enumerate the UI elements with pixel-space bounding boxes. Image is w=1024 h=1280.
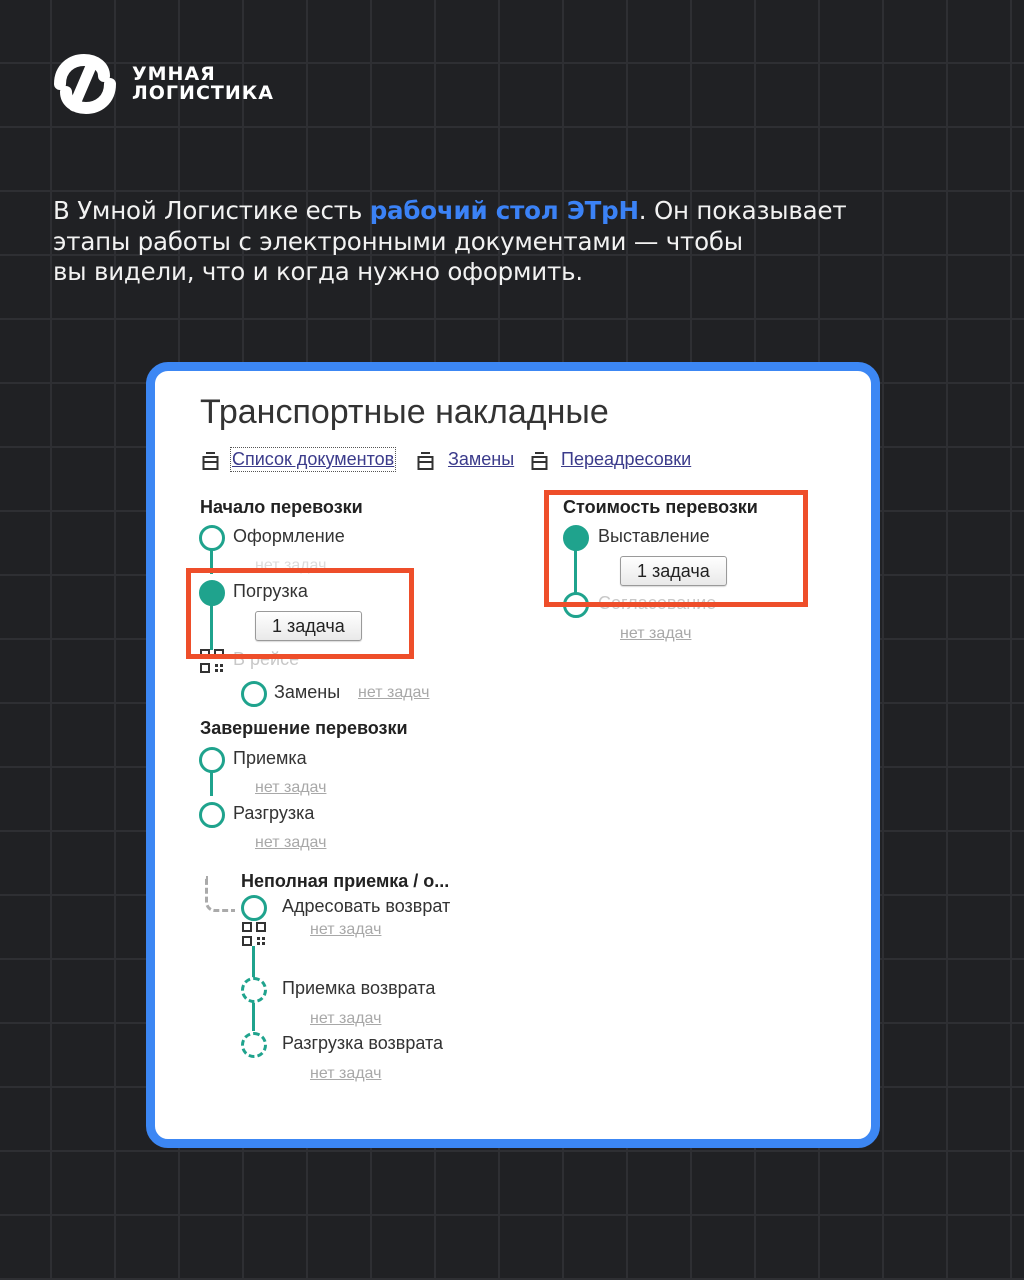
stage-status-icon xyxy=(199,802,225,828)
stage-replacements[interactable]: Замены xyxy=(274,682,341,702)
branch-connector xyxy=(205,876,235,912)
etrn-desktop-card xyxy=(146,362,880,1148)
no-tasks-link[interactable]: нет задач xyxy=(255,557,327,574)
stage-status-icon xyxy=(241,895,267,921)
no-tasks-link[interactable]: нет задач xyxy=(310,921,382,938)
brand-name xyxy=(132,65,274,103)
stage-address-return[interactable]: Адресовать возврат xyxy=(282,896,451,916)
stage-approval[interactable]: Согласование xyxy=(598,593,717,613)
brand-line-1: УМНАЯ xyxy=(132,63,216,85)
intro-line-3: вы видели, что и когда нужно оформить. xyxy=(53,257,583,286)
stage-in-transit[interactable]: В рейсе xyxy=(233,649,300,669)
no-tasks-link[interactable]: нет задач xyxy=(620,625,692,642)
tray-icon xyxy=(417,449,434,471)
nav-link-documents[interactable]: Список документов xyxy=(232,449,395,469)
intro-text xyxy=(53,196,933,288)
page-title: Транспортные накладные xyxy=(200,393,609,431)
stage-invoicing[interactable]: Выставление xyxy=(598,526,710,546)
tray-icon xyxy=(202,449,219,471)
section-finish-title: Завершение перевозки xyxy=(200,718,408,738)
stage-pending-icon xyxy=(241,1032,267,1058)
brand-line-2: ЛОГИСТИКА xyxy=(132,82,274,104)
intro-accent: рабочий стол ЭТрН xyxy=(369,196,639,225)
highlight-box xyxy=(186,568,414,659)
section-cost-title: Стоимость перевозки xyxy=(563,497,758,517)
intro-line-1 xyxy=(53,196,933,227)
stage-return-unloading[interactable]: Разгрузка возврата xyxy=(282,1033,444,1053)
section-partial-title: Неполная приемка / о... xyxy=(241,871,450,891)
stage-status-icon xyxy=(199,525,225,551)
qr-code-icon xyxy=(242,922,266,946)
stage-unloading[interactable]: Разгрузка xyxy=(233,803,315,823)
invoicing-task-button[interactable]: 1 задача xyxy=(620,556,727,586)
no-tasks-link[interactable]: нет задач xyxy=(255,834,327,851)
no-tasks-link[interactable]: нет задач xyxy=(310,1010,382,1027)
section-start-title: Начало перевозки xyxy=(200,497,363,517)
brand-logo-icon xyxy=(52,54,118,114)
no-tasks-link[interactable]: нет задач xyxy=(358,684,430,701)
no-tasks-link[interactable]: нет задач xyxy=(255,779,327,796)
brand xyxy=(52,54,274,114)
highlight-box xyxy=(544,490,808,607)
stage-return-acceptance[interactable]: Приемка возврата xyxy=(282,978,436,998)
intro-line-2: этапы работы с электронными документами — чтобы xyxy=(53,226,743,256)
tray-icon xyxy=(531,449,548,471)
stage-pending-icon xyxy=(241,977,267,1003)
stage-status-icon xyxy=(241,681,267,707)
stage-registration[interactable]: Оформление xyxy=(233,526,345,546)
stage-acceptance[interactable]: Приемка xyxy=(233,748,307,768)
stage-loading[interactable]: Погрузка xyxy=(233,581,308,601)
nav-link-readdressing[interactable]: Переадресовки xyxy=(561,449,692,469)
intro-text-part: . Он показывает xyxy=(638,196,847,225)
stage-status-icon xyxy=(199,747,225,773)
loading-task-button[interactable]: 1 задача xyxy=(255,611,362,641)
intro-text-part: В Умной Логистике есть xyxy=(53,196,370,225)
no-tasks-link[interactable]: нет задач xyxy=(310,1065,382,1082)
nav-link-replacements[interactable]: Замены xyxy=(448,449,515,469)
